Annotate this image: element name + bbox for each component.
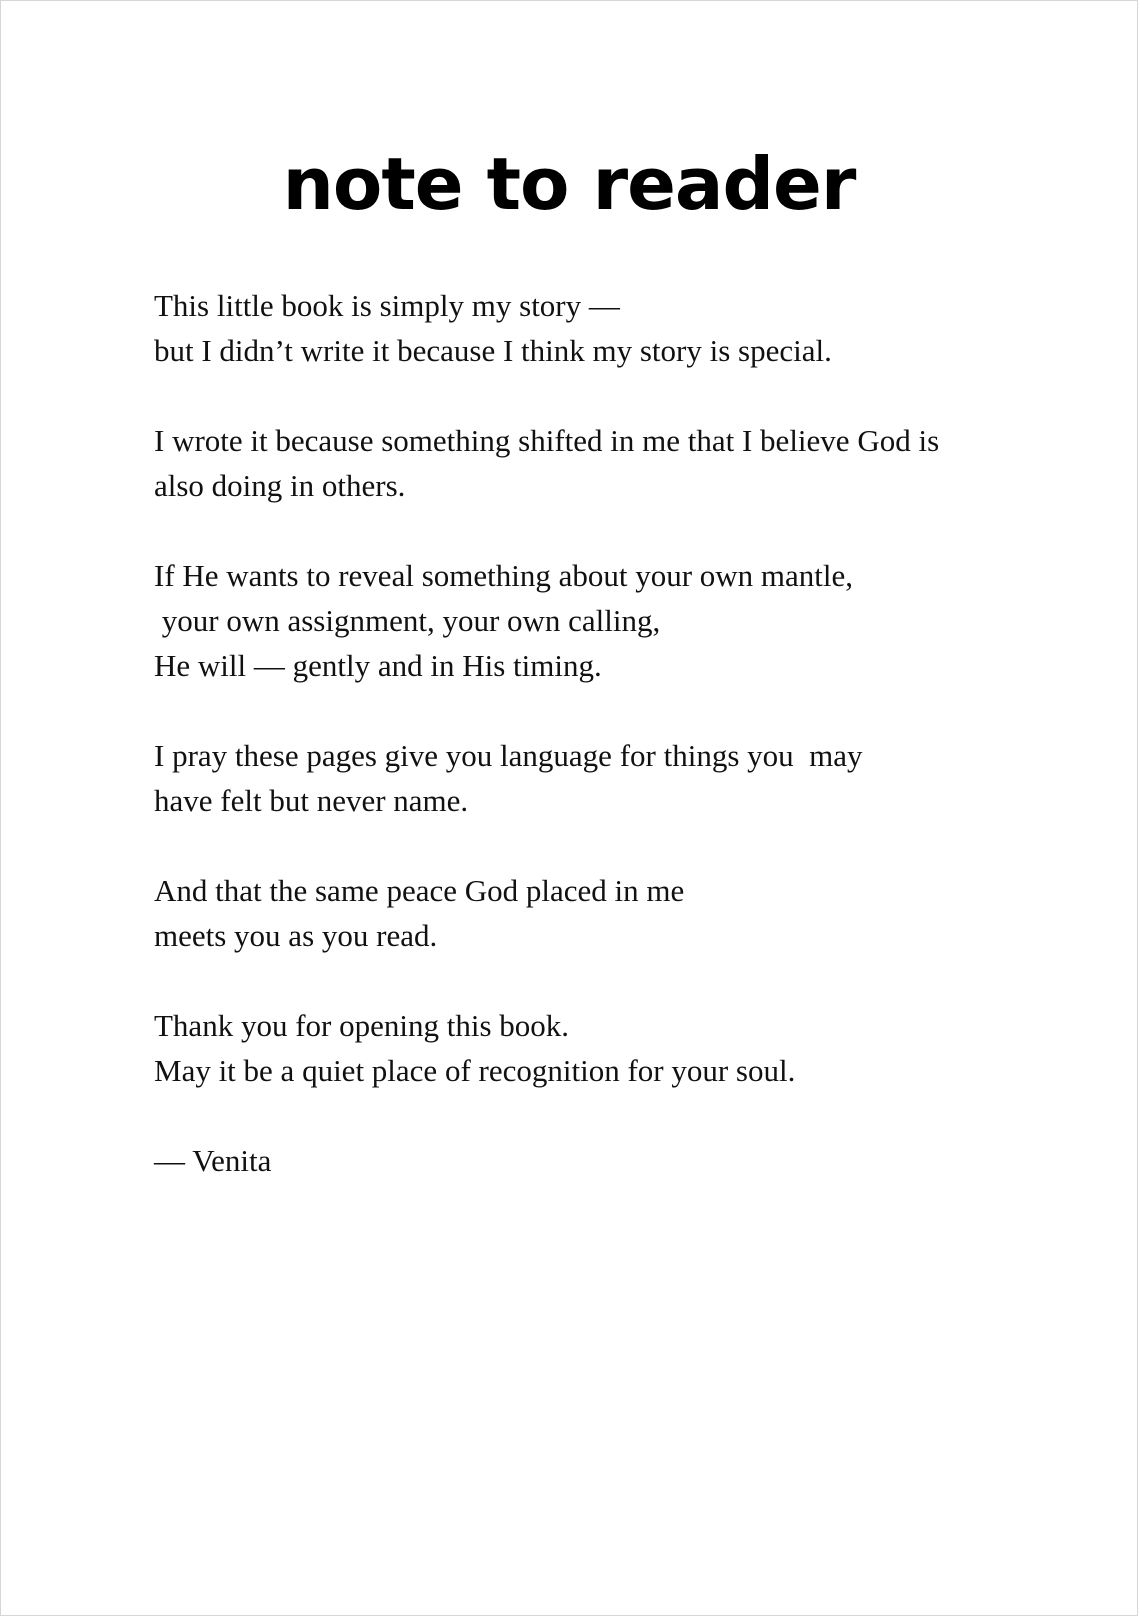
- paragraph-line: meets you as you read.: [154, 918, 438, 953]
- paragraph-4: [154, 733, 1054, 823]
- signature: — Venita: [154, 1143, 272, 1178]
- page-title: note to reader: [282, 142, 856, 226]
- paragraph-line: He will — gently and in His timing.: [154, 648, 602, 683]
- paragraph-line: have felt but never name.: [154, 783, 469, 818]
- paragraph-line: May it be a quiet place of recognition for your soul.: [154, 1053, 796, 1088]
- paragraph-line: Thank you for opening this book.: [154, 1008, 570, 1043]
- paragraph-2: [154, 418, 1054, 508]
- paragraph-3: [154, 553, 1054, 688]
- paragraph-line: I wrote it because something shifted in me that I believe God is: [154, 423, 940, 458]
- paragraph-line: I pray these pages give you language for things you may: [154, 738, 863, 773]
- letter-body: [154, 283, 1054, 1183]
- paragraph-line: This little book is simply my story —: [154, 288, 620, 323]
- paragraph-line: also doing in others.: [154, 468, 406, 503]
- paragraph-line: but I didn’t write it because I think my story is special.: [154, 333, 832, 368]
- paragraph-line: If He wants to reveal something about your own mantle,: [154, 558, 854, 593]
- paragraph-6: [154, 1003, 1054, 1093]
- paragraph-1: [154, 283, 1054, 373]
- paragraph-line: And that the same peace God placed in me: [154, 873, 685, 908]
- paragraph-line: your own assignment, your own calling,: [154, 603, 661, 638]
- paragraph-5: [154, 868, 1054, 958]
